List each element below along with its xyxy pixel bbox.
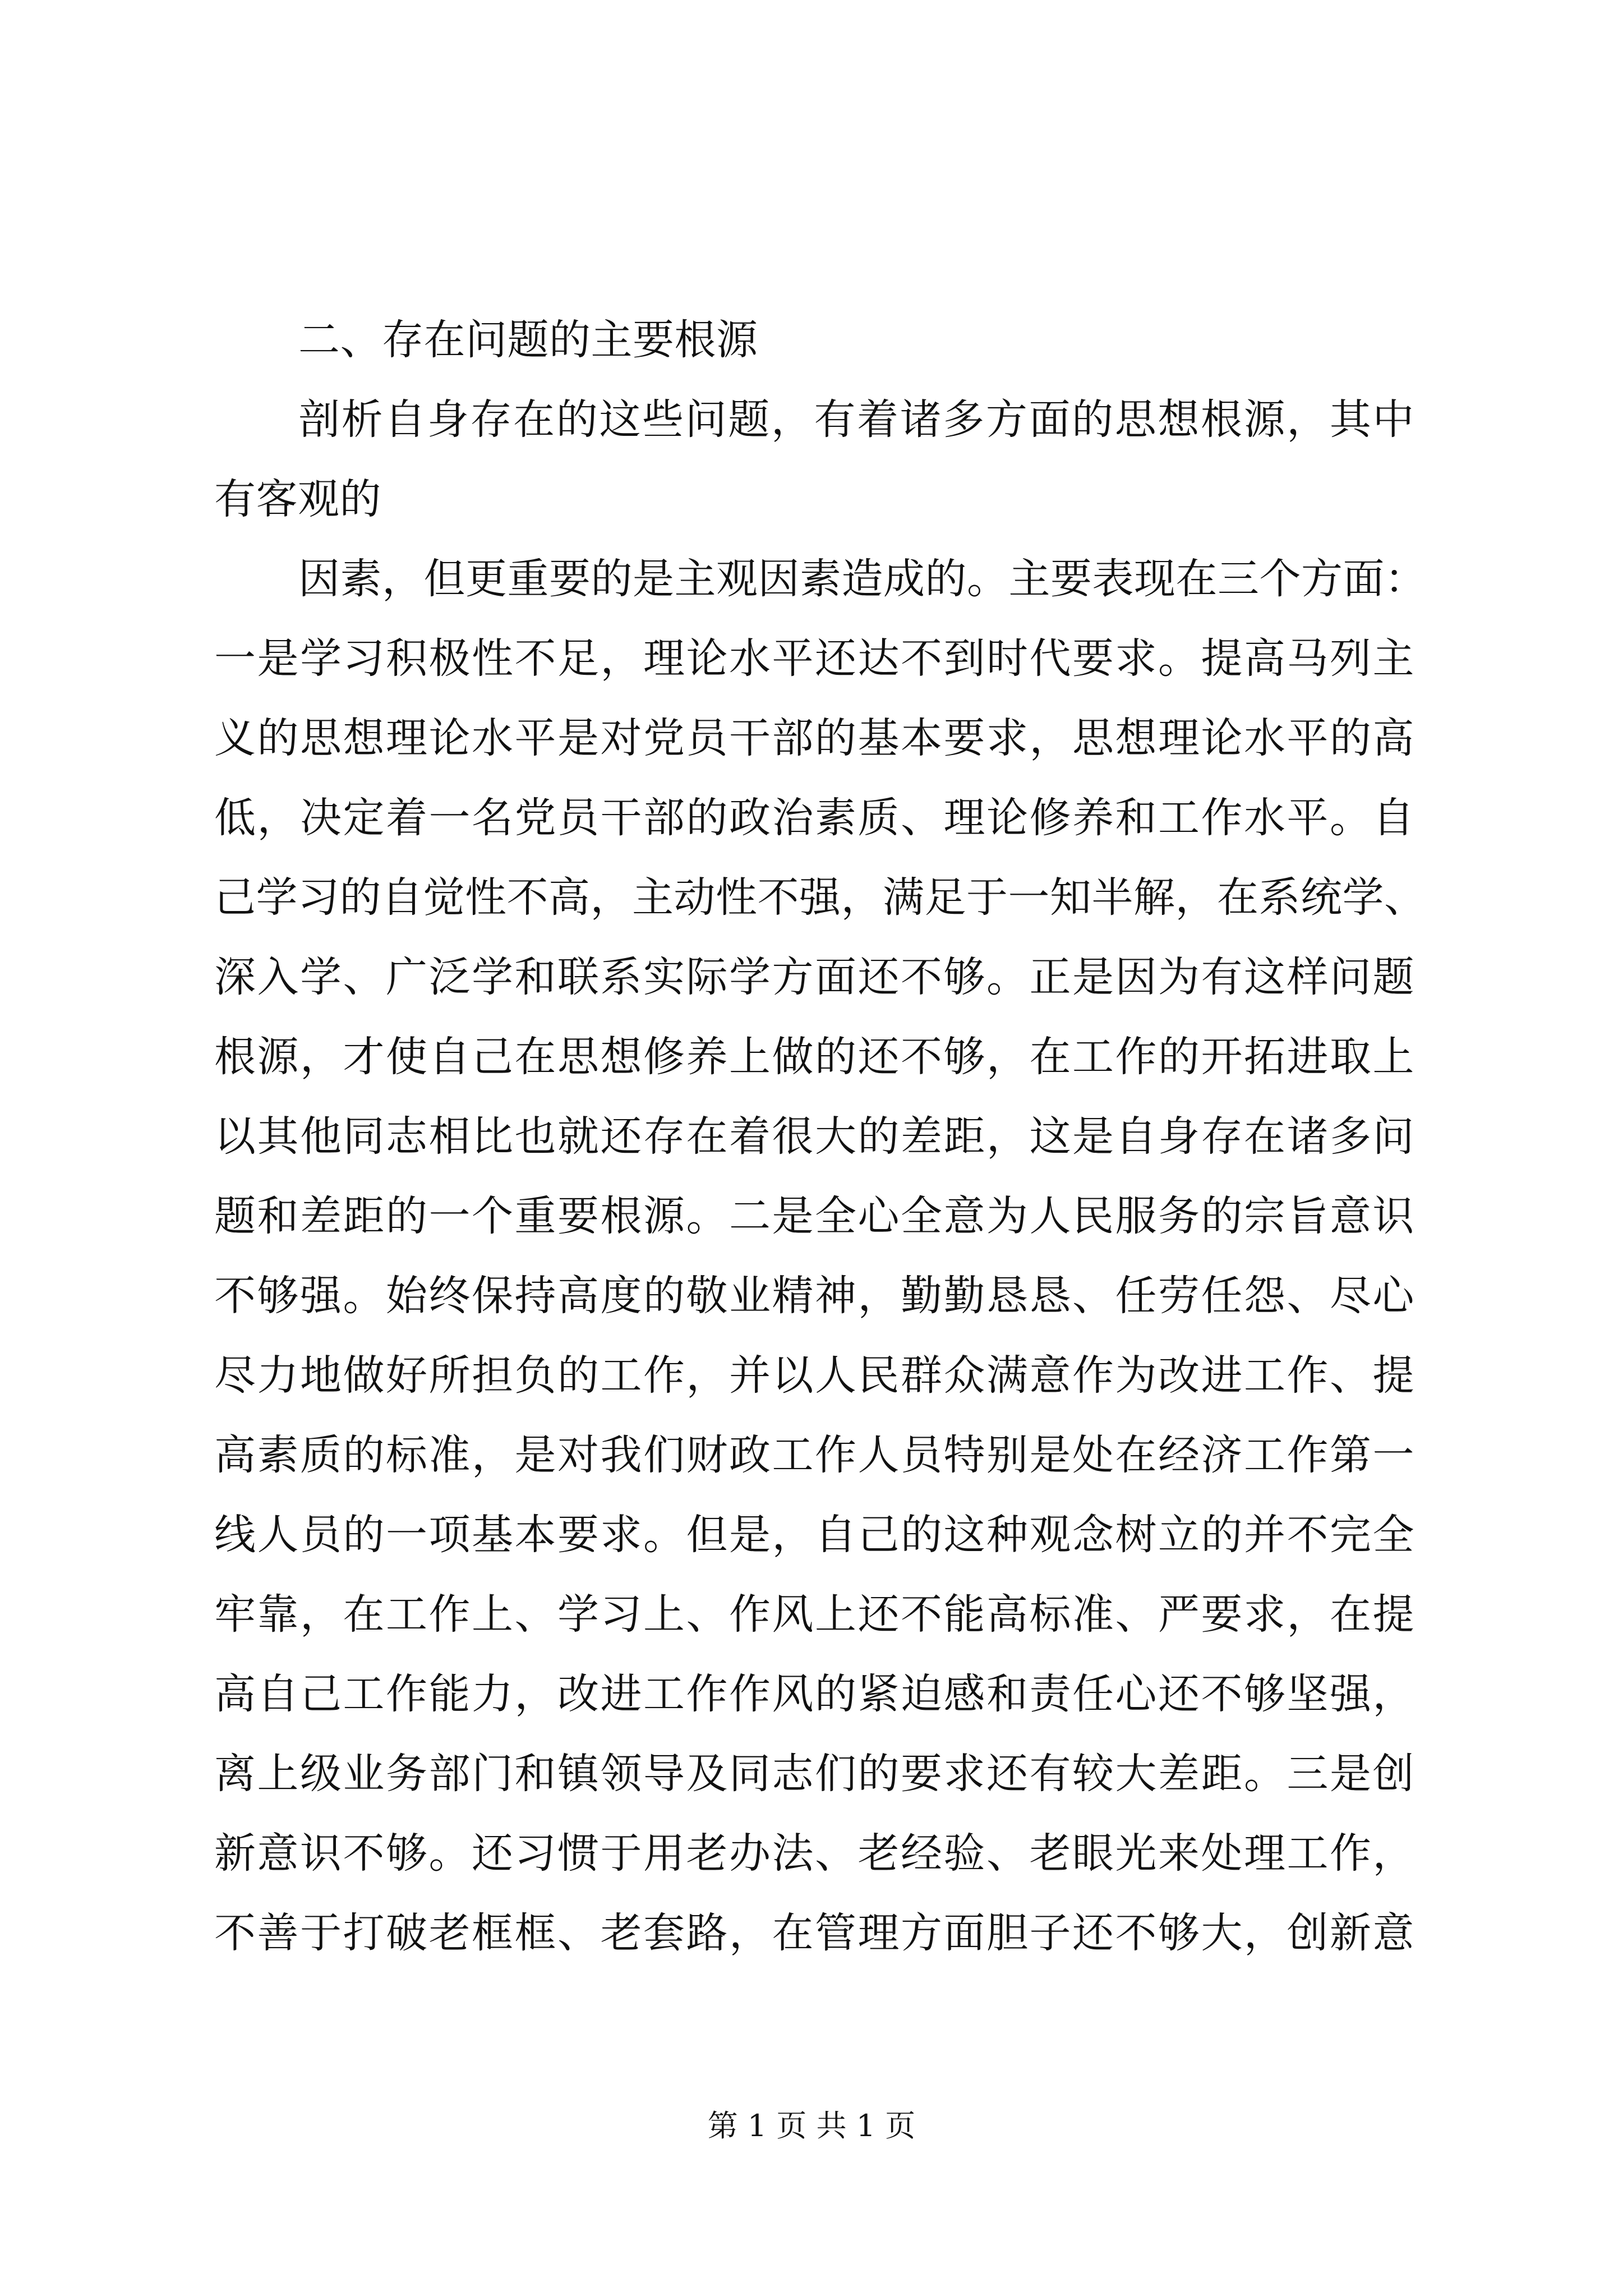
paragraph-line: 剖析自身存在的这些问题，有着诸多方面的思想根源，其中 <box>298 395 1414 444</box>
paragraph-line: 不善于打破老框框、老套路，在管理方面胆子还不够大，创新意 <box>214 1909 1414 1957</box>
paragraph-line: 尽力地做好所担负的工作，并以人民群众满意作为改进工作、提 <box>214 1351 1414 1400</box>
paragraph-line: 低，决定着一名党员干部的政治素质、理论修养和工作水平。自 <box>214 794 1414 842</box>
paragraph-line: 离上级业务部门和镇领导及同志们的要求还有较大差距。三是创 <box>214 1750 1414 1798</box>
paragraph-line: 高素质的标准，是对我们财政工作人员特别是处在经济工作第一 <box>214 1431 1414 1479</box>
paragraph-line: 高自己工作能力，改进工作作风的紧迫感和责任心还不够坚强， <box>214 1670 1414 1718</box>
paragraph-line: 牢靠，在工作上、学习上、作风上还不能高标准、严要求，在提 <box>214 1590 1414 1639</box>
document-body <box>214 300 1427 1973</box>
paragraph-line: 线人员的一项基本要求。但是，自己的这种观念树立的并不完全 <box>214 1511 1414 1559</box>
paragraph-line: 新意识不够。还习惯于用老办法、老经验、老眼光来处理工作， <box>214 1829 1414 1878</box>
section-heading: 二、存在问题的主要根源 <box>298 316 758 364</box>
page-footer: 第 1 页 共 1 页 <box>707 2108 916 2143</box>
paragraph-line: 己学习的自觉性不高，主动性不强，满足于一知半解，在系统学、 <box>214 873 1426 922</box>
paragraph-line: 深入学、广泛学和联系实际学方面还不够。正是因为有这样问题 <box>214 953 1414 1001</box>
paragraph-line: 根源，才使自己在思想修养上做的还不够，在工作的开拓进取上 <box>214 1033 1414 1081</box>
paragraph-line: 不够强。始终保持高度的敬业精神，勤勤恳恳、任劳任怨、尽心 <box>214 1272 1414 1320</box>
paragraph-line: 有客观的 <box>214 475 381 523</box>
paragraph-line: 因素，但更重要的是主观因素造成的。主要表现在三个方面： <box>298 555 1427 603</box>
paragraph-line: 以其他同志相比也就还存在着很大的差距，这是自身存在诸多问 <box>214 1112 1414 1161</box>
paragraph-line: 一是学习积极性不足，理论水平还达不到时代要求。提高马列主 <box>214 634 1414 683</box>
paragraph-line: 义的思想理论水平是对党员干部的基本要求，思想理论水平的高 <box>214 714 1414 762</box>
paragraph-line: 题和差距的一个重要根源。二是全心全意为人民服务的宗旨意识 <box>214 1192 1414 1240</box>
